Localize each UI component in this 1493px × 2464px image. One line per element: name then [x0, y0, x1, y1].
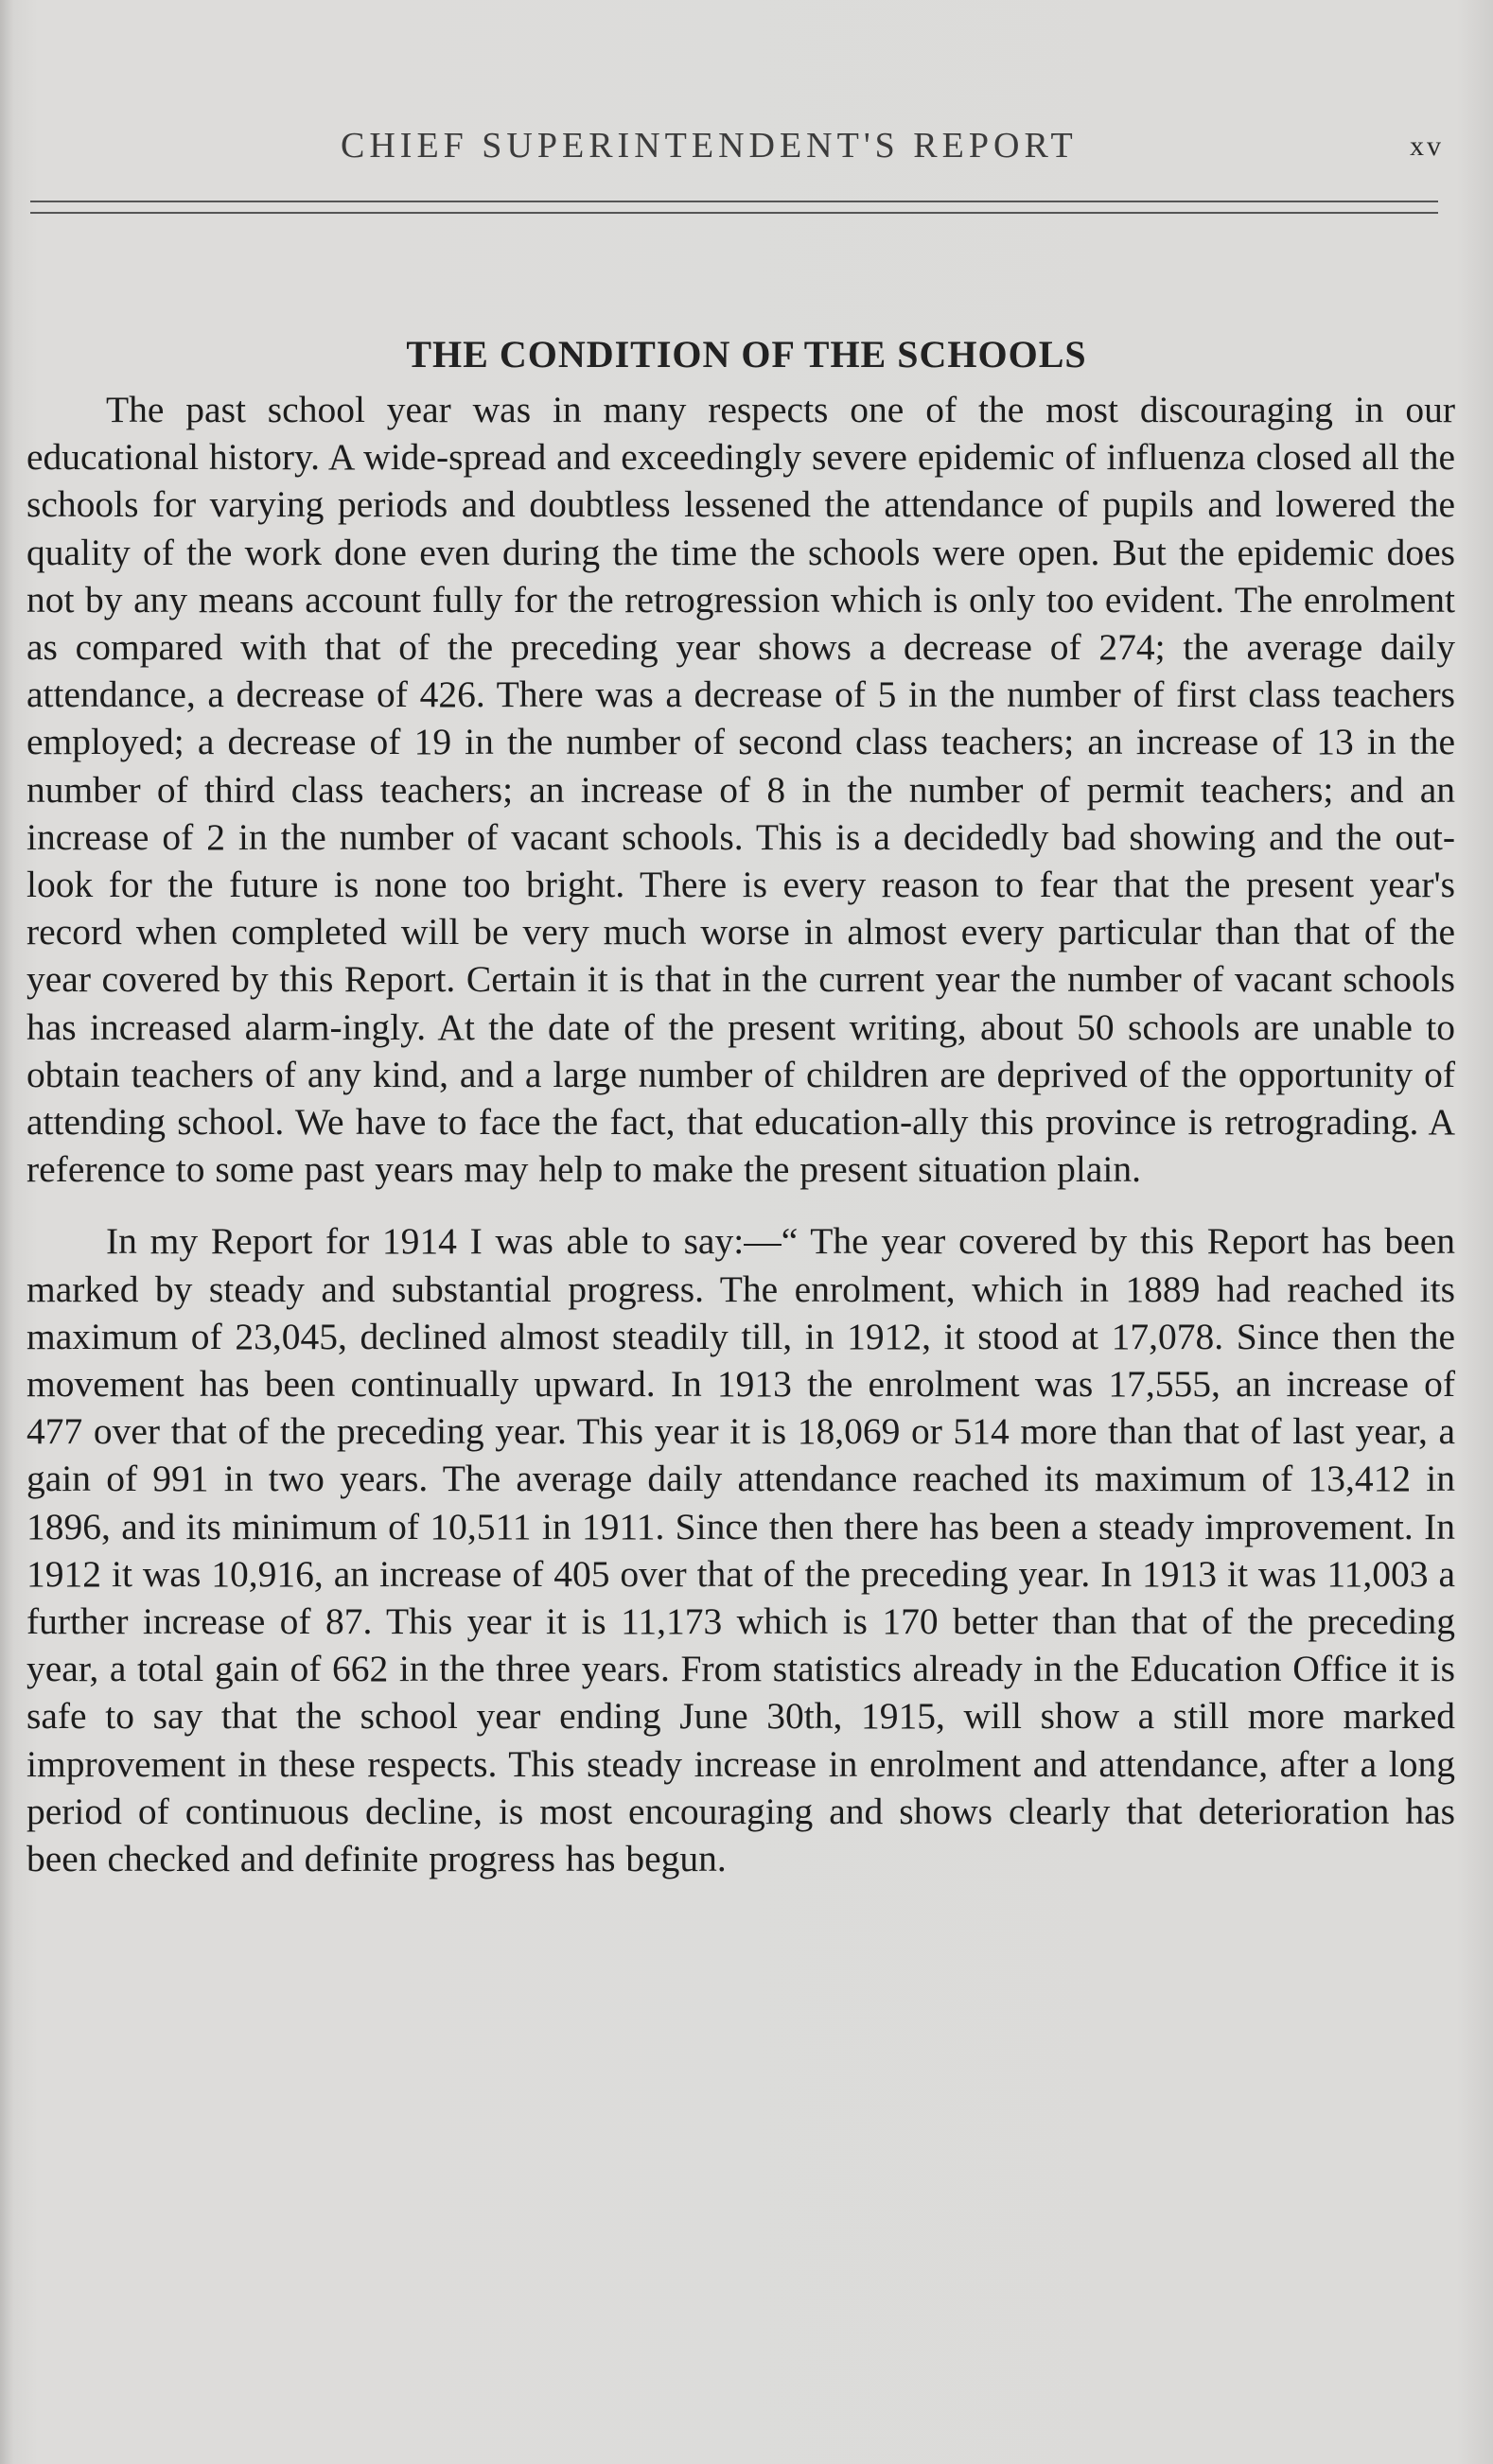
running-header	[0, 125, 1493, 182]
paragraph-1: The past school year was in many respects one of the most discouraging in our educational history. A wide-spread and exceedingly severe epidemic of influenza closed all the schools for varying periods and doubtless lessened the attendance of pupils and lowered the quality of the work done even during the time the schools were open. But the epidemic does not by any means account fully for the retrogression which is only too evident. The enrolment as compared with that of the preceding year shows a decrease of 274; the average daily attendance, a decrease of 426. There was a decrease of 5 in the number of first class teachers employed; a decrease of 19 in the number of second class teachers; an increase of 13 in the number of third class teachers; an increase of 8 in the number of permit teachers; and an increase of 2 in the number of vacant schools. This is a decidedly bad showing and the out-look for the future is none too bright. There is every reason to fear that the present year's record when completed will be very much worse in almost every particular than that of the year covered by this Report. Certain it is that in the current year the number of vacant schools has increased alarm-ingly. At the date of the present writing, about 50 schools are unable to obtain teachers of any kind, and a large number of children are deprived of the opportunity of attending school. We have to face the fact, that education-ally this province is retrograding. A reference to some past years may help to make the present situation plain.	[26, 389, 1455, 1191]
running-title: CHIEF SUPERINTENDENT'S REPORT	[341, 126, 1078, 166]
section-title: THE CONDITION OF THE SCHOOLS	[406, 333, 1087, 376]
body-text	[26, 386, 1455, 1882]
page-number: xv	[1410, 131, 1444, 162]
header-rule-top	[30, 201, 1438, 202]
paragraph-2: In my Report for 1914 I was able to say:—“ The year covered by this Report has been marked by steady and substantial progress. The enrolment, which in 1889 had reached its maximum of 23,045, declined almost steadily till, in 1912, it stood at 17,078. Since then the movement has been continually upward. In 1913 the enrolment was 17,555, an increase of 477 over that of the preceding year. This year it is 18,069 or 514 more than that of last year, a gain of 991 in two years. The average daily attendance reached its maximum of 13,412 in 1896, and its minimum of 10,511 in 1911. Since then there has been a steady improvement. In 1912 it was 10,916, an increase of 405 over that of the preceding year. In 1913 it was 11,003 a further increase of 87. This year it is 11,173 which is 170 better than that of the preceding year, a total gain of 662 in the three years. From statistics already in the Education Office it is safe to say that the school year ending June 30th, 1915, will show a still more marked improvement in these respects. This steady increase in enrolment and attendance, after a long period of continuous decline, is most encouraging and shows clearly that deterioration has been checked and definite progress has begun.	[26, 1220, 1455, 1880]
header-rule-bottom	[30, 212, 1438, 214]
